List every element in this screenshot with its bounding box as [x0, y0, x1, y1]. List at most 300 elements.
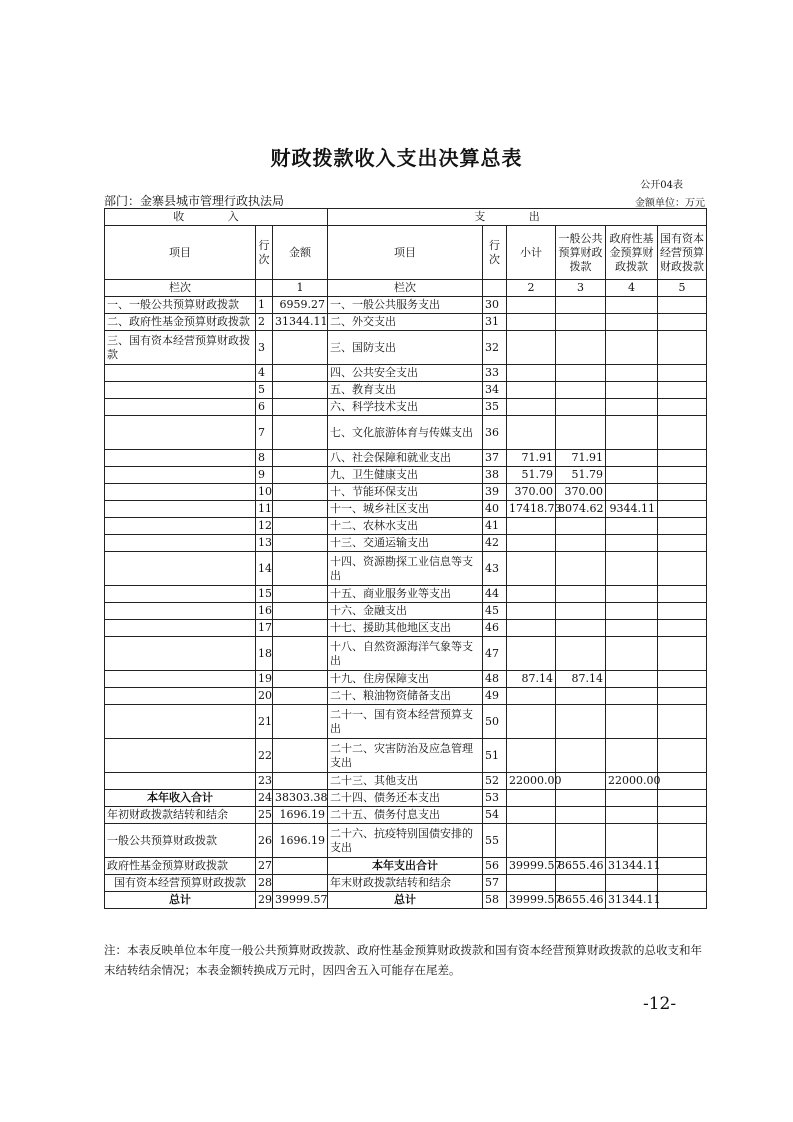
income-rowno-cell: 28 [256, 875, 273, 892]
subtotal-cell [507, 705, 556, 739]
subtotal-cell [507, 875, 556, 892]
table-row [105, 586, 707, 603]
income-item-cell [105, 535, 256, 552]
expense-rowno-cell: 35 [483, 399, 507, 416]
general-budget-cell: 8655.46 [556, 892, 606, 909]
general-budget-cell [556, 739, 606, 773]
expense-item-cell: 十五、商业服务业等支出 [328, 586, 483, 603]
subtotal-cell [507, 620, 556, 637]
state-capital-header: 国有资本经营预算财政拨款 [658, 226, 707, 280]
expense-item-cell: 总计 [328, 892, 483, 909]
fund-budget-cell: 31344.11 [606, 858, 658, 875]
table-row [105, 382, 707, 399]
expense-item-cell: 二十三、其他支出 [328, 773, 483, 790]
expense-item-cell: 二十一、国有资本经营预算支出 [328, 705, 483, 739]
table-row [105, 314, 707, 331]
subtotal-cell [507, 586, 556, 603]
subtotal-cell [507, 603, 556, 620]
expense-rowno-cell: 49 [483, 688, 507, 705]
department-label: 部门：金寨县城市管理行政执法局 [104, 194, 285, 208]
expense-rowno-cell: 34 [483, 382, 507, 399]
income-amount-cell [273, 467, 328, 484]
expense-item-header: 项目 [328, 226, 483, 280]
table-row [105, 773, 707, 790]
expense-item-cell: 二十、粮油物资储备支出 [328, 688, 483, 705]
fund-budget-cell [606, 331, 658, 365]
table-row [105, 518, 707, 535]
income-rowno-cell: 8 [256, 450, 273, 467]
table-row [105, 807, 707, 824]
fund-budget-cell: 9344.11 [606, 501, 658, 518]
expense-rowno-cell: 48 [483, 671, 507, 688]
state-capital-cell [658, 858, 707, 875]
income-lanci: 栏次 [105, 280, 256, 297]
general-budget-cell [556, 416, 606, 450]
general-budget-cell [556, 875, 606, 892]
income-rowno-cell: 23 [256, 773, 273, 790]
expense-rowno-header: 行次 [483, 226, 507, 280]
fund-budget-cell [606, 875, 658, 892]
expense-item-cell: 十七、援助其他地区支出 [328, 620, 483, 637]
income-item-cell [105, 705, 256, 739]
state-capital-cell [658, 365, 707, 382]
general-budget-cell [556, 688, 606, 705]
income-amount-cell [273, 637, 328, 671]
expense-rowno-cell: 31 [483, 314, 507, 331]
table-row [105, 467, 707, 484]
fund-budget-cell [606, 586, 658, 603]
state-capital-cell [658, 484, 707, 501]
expense-item-cell: 十三、交通运输支出 [328, 535, 483, 552]
income-item-cell [105, 739, 256, 773]
subtotal-cell [507, 807, 556, 824]
income-item-cell: 政府性基金预算财政拨款 [105, 858, 256, 875]
expense-rowno-cell: 40 [483, 501, 507, 518]
state-capital-cell [658, 297, 707, 314]
general-budget-header: 一般公共预算财政拨款 [556, 226, 606, 280]
income-item-cell [105, 518, 256, 535]
general-budget-cell [556, 603, 606, 620]
state-capital-cell [658, 399, 707, 416]
general-budget-cell: 8655.46 [556, 858, 606, 875]
income-item-cell [105, 688, 256, 705]
income-item-cell: 一般公共预算财政拨款 [105, 824, 256, 858]
income-rowno-cell: 15 [256, 586, 273, 603]
expense-item-cell: 二十六、抗疫特别国债安排的支出 [328, 824, 483, 858]
income-amount-cell [273, 875, 328, 892]
expense-item-cell: 一、一般公共服务支出 [328, 297, 483, 314]
expense-item-cell: 二十二、灾害防治及应急管理支出 [328, 739, 483, 773]
income-rowno-cell: 7 [256, 416, 273, 450]
income-rowno-header: 行次 [256, 226, 273, 280]
table-row [105, 688, 707, 705]
subtotal-cell: 51.79 [507, 467, 556, 484]
general-budget-cell [556, 824, 606, 858]
general-budget-cell [556, 382, 606, 399]
state-capital-cell [658, 586, 707, 603]
income-amount-cell [273, 739, 328, 773]
general-budget-cell [556, 705, 606, 739]
subtotal-cell [507, 297, 556, 314]
fund-budget-cell [606, 790, 658, 807]
subtotal-cell: 39999.57 [507, 892, 556, 909]
state-capital-cell [658, 824, 707, 858]
income-rowno-cell: 9 [256, 467, 273, 484]
subtotal-cell [507, 637, 556, 671]
income-item-cell: 一、一般公共预算财政拨款 [105, 297, 256, 314]
expense-rowno-cell: 41 [483, 518, 507, 535]
state-capital-cell [658, 450, 707, 467]
fund-budget-cell [606, 552, 658, 586]
expense-item-cell: 十九、住房保障支出 [328, 671, 483, 688]
subtotal-cell [507, 824, 556, 858]
table-row [105, 739, 707, 773]
expense-item-cell: 三、国防支出 [328, 331, 483, 365]
income-item-cell [105, 586, 256, 603]
income-amount-cell: 1696.19 [273, 824, 328, 858]
expense-rowno-cell: 47 [483, 637, 507, 671]
expense-item-cell: 二、外交支出 [328, 314, 483, 331]
income-item-cell: 总计 [105, 892, 256, 909]
state-capital-cell [658, 603, 707, 620]
expense-item-cell: 八、社会保障和就业支出 [328, 450, 483, 467]
table-row [105, 824, 707, 858]
table-row [105, 399, 707, 416]
general-budget-cell [556, 586, 606, 603]
table-row [105, 790, 707, 807]
col-5-label: 5 [658, 280, 707, 297]
income-item-cell [105, 637, 256, 671]
expense-item-cell: 七、文化旅游体育与传媒支出 [328, 416, 483, 450]
general-budget-cell [556, 790, 606, 807]
general-budget-cell: 87.14 [556, 671, 606, 688]
table-row [105, 501, 707, 518]
income-amount-cell [273, 671, 328, 688]
col-3-label: 3 [556, 280, 606, 297]
table-row [105, 552, 707, 586]
income-amount-cell [273, 535, 328, 552]
income-rowno-cell: 26 [256, 824, 273, 858]
income-item-cell [105, 552, 256, 586]
expense-item-cell: 十、节能环保支出 [328, 484, 483, 501]
expense-rowno-cell: 46 [483, 620, 507, 637]
col-1-label: 1 [273, 280, 328, 297]
income-amount-cell: 1696.19 [273, 807, 328, 824]
col-4-label: 4 [606, 280, 658, 297]
fund-budget-cell [606, 297, 658, 314]
expense-rowno-cell: 44 [483, 586, 507, 603]
fund-budget-cell [606, 671, 658, 688]
expense-rowno-cell: 51 [483, 739, 507, 773]
subtotal-cell [507, 688, 556, 705]
fund-budget-cell [606, 484, 658, 501]
state-capital-cell [658, 790, 707, 807]
income-amount-cell: 38303.38 [273, 790, 328, 807]
state-capital-cell [658, 671, 707, 688]
income-amount-cell: 39999.57 [273, 892, 328, 909]
income-rowno-cell: 3 [256, 331, 273, 365]
state-capital-cell [658, 637, 707, 671]
expense-rowno-cell: 45 [483, 603, 507, 620]
expense-rowno-cell: 42 [483, 535, 507, 552]
income-rowno-cell: 19 [256, 671, 273, 688]
subtotal-cell [507, 331, 556, 365]
general-budget-cell [556, 331, 606, 365]
income-item-cell [105, 773, 256, 790]
fund-budget-cell [606, 416, 658, 450]
unit-label: 金额单位：万元 [635, 198, 705, 209]
expense-rowno-cell: 33 [483, 365, 507, 382]
general-budget-cell: 370.00 [556, 484, 606, 501]
income-rowno-cell: 1 [256, 297, 273, 314]
fiscal-summary-table [104, 208, 707, 909]
income-rowno-cell: 24 [256, 790, 273, 807]
subtotal-cell [507, 518, 556, 535]
state-capital-cell [658, 620, 707, 637]
income-item-cell [105, 620, 256, 637]
general-budget-cell [556, 807, 606, 824]
expense-item-cell: 五、教育支出 [328, 382, 483, 399]
expense-lanci: 栏次 [328, 280, 483, 297]
subtotal-cell [507, 416, 556, 450]
expense-rowno-cell: 50 [483, 705, 507, 739]
expense-header: 支 出 [328, 209, 707, 226]
general-budget-cell [556, 552, 606, 586]
income-rowno-cell: 5 [256, 382, 273, 399]
expense-rowno-cell: 56 [483, 858, 507, 875]
subtotal-cell [507, 739, 556, 773]
expense-item-cell: 年末财政拨款结转和结余 [328, 875, 483, 892]
expense-rowno-cell: 30 [483, 297, 507, 314]
state-capital-cell [658, 518, 707, 535]
income-rowno-cell: 2 [256, 314, 273, 331]
state-capital-cell [658, 875, 707, 892]
income-amount-cell [273, 705, 328, 739]
fund-budget-cell [606, 467, 658, 484]
income-amount-cell: 6959.27 [273, 297, 328, 314]
table-row [105, 637, 707, 671]
table-row [105, 297, 707, 314]
fund-budget-cell [606, 620, 658, 637]
expense-item-cell: 二十四、债务还本支出 [328, 790, 483, 807]
expense-rowno-cell: 32 [483, 331, 507, 365]
expense-rowno-cell: 54 [483, 807, 507, 824]
subtotal-cell: 17418.73 [507, 501, 556, 518]
expense-rowno-cell: 36 [483, 416, 507, 450]
general-budget-cell [556, 535, 606, 552]
table-row [105, 484, 707, 501]
income-rowno-cell: 16 [256, 603, 273, 620]
income-amount-cell [273, 603, 328, 620]
subtotal-cell: 39999.57 [507, 858, 556, 875]
table-row [105, 671, 707, 688]
subtotal-cell: 22000.00 [507, 773, 556, 790]
income-amount-cell [273, 399, 328, 416]
expense-rowno-cell: 52 [483, 773, 507, 790]
income-amount-cell [273, 501, 328, 518]
income-rowno-cell: 11 [256, 501, 273, 518]
form-code: 公开04表 [640, 180, 683, 191]
state-capital-cell [658, 552, 707, 586]
fund-budget-cell [606, 739, 658, 773]
income-rowno-cell: 29 [256, 892, 273, 909]
fund-budget-header: 政府性基金预算财政拨款 [606, 226, 658, 280]
income-amount-cell [273, 858, 328, 875]
fund-budget-cell [606, 365, 658, 382]
state-capital-cell [658, 314, 707, 331]
state-capital-cell [658, 807, 707, 824]
expense-item-cell: 九、卫生健康支出 [328, 467, 483, 484]
expense-item-cell: 二十五、债务付息支出 [328, 807, 483, 824]
subtotal-cell [507, 535, 556, 552]
income-item-cell [105, 671, 256, 688]
fund-budget-cell [606, 450, 658, 467]
footnote: 注：本表反映单位本年度一般公共预算财政拨款、政府性基金预算财政拨款和国有资本经营预算财政拨款的总收支和年末结转结余情况；本表金额转换成万元时，因四舍五入可能存在尾差。 [104, 943, 702, 977]
expense-item-cell: 十一、城乡社区支出 [328, 501, 483, 518]
page-number: -12- [643, 994, 677, 1014]
income-item-cell [105, 450, 256, 467]
subtotal-cell: 87.14 [507, 671, 556, 688]
state-capital-cell [658, 467, 707, 484]
fund-budget-cell: 22000.00 [606, 773, 658, 790]
state-capital-cell [658, 416, 707, 450]
expense-item-cell: 六、科学技术支出 [328, 399, 483, 416]
income-item-cell [105, 416, 256, 450]
income-item-cell: 三、国有资本经营预算财政拨款 [105, 331, 256, 365]
income-item-cell: 国有资本经营预算财政拨款 [105, 875, 256, 892]
income-item-cell [105, 484, 256, 501]
expense-rowno-cell: 39 [483, 484, 507, 501]
table-row [105, 416, 707, 450]
income-amount-cell [273, 484, 328, 501]
subtotal-cell [507, 382, 556, 399]
subtotal-cell [507, 790, 556, 807]
expense-item-cell: 本年支出合计 [328, 858, 483, 875]
income-amount-header: 金额 [273, 226, 328, 280]
expense-item-cell: 十八、自然资源海洋气象等支出 [328, 637, 483, 671]
subtotal-header: 小计 [507, 226, 556, 280]
general-budget-cell [556, 773, 606, 790]
income-amount-cell [273, 382, 328, 399]
expense-rowno-cell: 37 [483, 450, 507, 467]
income-rowno-cell: 17 [256, 620, 273, 637]
expense-rowno-cell: 57 [483, 875, 507, 892]
expense-rowno-cell: 53 [483, 790, 507, 807]
page-title: 财政拨款收入支出决算总表 [270, 146, 523, 170]
state-capital-cell [658, 773, 707, 790]
income-amount-cell [273, 416, 328, 450]
expense-item-cell: 十四、资源勘探工业信息等支出 [328, 552, 483, 586]
table-row [105, 892, 707, 909]
state-capital-cell [658, 382, 707, 399]
income-rowno-cell: 22 [256, 739, 273, 773]
expense-rowno-cell: 55 [483, 824, 507, 858]
income-item-header: 项目 [105, 226, 256, 280]
income-item-cell [105, 382, 256, 399]
general-budget-cell [556, 518, 606, 535]
expense-item-cell: 十六、金融支出 [328, 603, 483, 620]
income-rowno-cell: 12 [256, 518, 273, 535]
income-rowno-cell: 6 [256, 399, 273, 416]
general-budget-cell [556, 365, 606, 382]
fund-budget-cell [606, 637, 658, 671]
fund-budget-cell [606, 518, 658, 535]
general-budget-cell [556, 637, 606, 671]
general-budget-cell: 8074.62 [556, 501, 606, 518]
fund-budget-cell [606, 535, 658, 552]
fund-budget-cell [606, 382, 658, 399]
income-amount-cell [273, 773, 328, 790]
fund-budget-cell [606, 705, 658, 739]
fund-budget-cell [606, 807, 658, 824]
state-capital-cell [658, 501, 707, 518]
table-row [105, 620, 707, 637]
state-capital-cell [658, 705, 707, 739]
income-rowno-cell: 20 [256, 688, 273, 705]
income-rowno-cell: 14 [256, 552, 273, 586]
subtotal-cell: 71.91 [507, 450, 556, 467]
income-amount-cell [273, 586, 328, 603]
state-capital-cell [658, 892, 707, 909]
income-item-cell: 本年收入合计 [105, 790, 256, 807]
income-rowno-cell: 13 [256, 535, 273, 552]
subtotal-cell [507, 399, 556, 416]
expense-rowno-cell: 58 [483, 892, 507, 909]
income-amount-cell: 31344.11 [273, 314, 328, 331]
table-row [105, 450, 707, 467]
income-rowno-cell: 25 [256, 807, 273, 824]
income-amount-cell [273, 518, 328, 535]
expense-item-cell: 四、公共安全支出 [328, 365, 483, 382]
fund-budget-cell [606, 688, 658, 705]
income-amount-cell [273, 552, 328, 586]
table-row [105, 331, 707, 365]
income-amount-cell [273, 365, 328, 382]
subtotal-cell [507, 552, 556, 586]
table-row [105, 705, 707, 739]
table-row [105, 365, 707, 382]
income-rowno-cell: 4 [256, 365, 273, 382]
col-2-label: 2 [507, 280, 556, 297]
income-header: 收 入 [105, 209, 328, 226]
expense-item-cell: 十二、农林水支出 [328, 518, 483, 535]
general-budget-cell: 71.91 [556, 450, 606, 467]
table-row [105, 875, 707, 892]
subtotal-cell: 370.00 [507, 484, 556, 501]
income-amount-cell [273, 620, 328, 637]
table-row [105, 858, 707, 875]
income-rowno-cell: 27 [256, 858, 273, 875]
table-row [105, 603, 707, 620]
income-item-cell [105, 603, 256, 620]
state-capital-cell [658, 535, 707, 552]
state-capital-cell [658, 739, 707, 773]
income-rowno-cell: 21 [256, 705, 273, 739]
income-item-cell: 二、政府性基金预算财政拨款 [105, 314, 256, 331]
income-item-cell [105, 399, 256, 416]
income-item-cell [105, 501, 256, 518]
income-amount-cell [273, 688, 328, 705]
general-budget-cell [556, 399, 606, 416]
general-budget-cell [556, 620, 606, 637]
general-budget-cell [556, 297, 606, 314]
fund-budget-cell [606, 399, 658, 416]
fund-budget-cell [606, 824, 658, 858]
subtotal-cell [507, 365, 556, 382]
fund-budget-cell: 31344.11 [606, 892, 658, 909]
expense-rowno-cell: 38 [483, 467, 507, 484]
general-budget-cell [556, 314, 606, 331]
